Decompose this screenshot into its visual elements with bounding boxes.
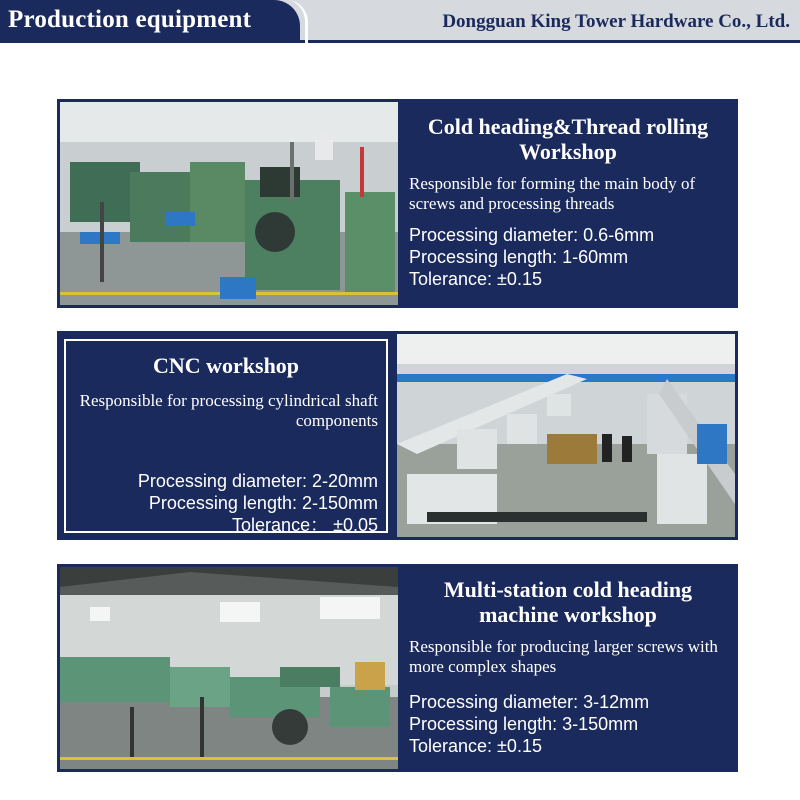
workshop-photo-cold-heading	[60, 102, 398, 305]
cnc-floor-image	[397, 334, 735, 537]
spec-diameter: Processing diameter: 3-12mm	[409, 692, 650, 712]
factory-floor-image	[60, 102, 398, 305]
workshop-info-cnc	[64, 339, 388, 533]
spec-tolerance: Tolerance: ±0.15	[409, 736, 542, 756]
spec-tolerance: Tolerance： ±0.05	[232, 515, 378, 535]
workshop-card-cnc	[57, 331, 738, 540]
spec-diameter: Processing diameter: 0.6-6mm	[409, 225, 655, 245]
workshop-title-line-1: Multi-station cold heading	[443, 577, 693, 602]
workshop-title-line-2: Workshop	[519, 139, 617, 164]
workshop-title	[401, 114, 735, 164]
page-header	[0, 0, 800, 44]
workshop-description: Responsible for processing cylindrical shaft components	[79, 391, 378, 430]
spec-diameter: Processing diameter: 2-20mm	[137, 471, 378, 491]
workshop-photo-multi-station	[60, 567, 398, 769]
workshop-photo-cnc	[397, 334, 735, 537]
workshop-card-cold-heading	[57, 99, 738, 308]
company-name: Dongguan King Tower Hardware Co., Ltd.	[442, 11, 790, 32]
spec-length: Processing length: 3-150mm	[409, 714, 639, 734]
workshop-info-multi-station	[401, 567, 735, 769]
spec-length: Processing length: 1-60mm	[409, 247, 629, 267]
workshop-title	[66, 353, 386, 378]
workshop-card-multi-station	[57, 564, 738, 772]
workshop-description: Responsible for producing larger screws with more complex shapes	[409, 637, 718, 676]
spec-length: Processing length: 2-150mm	[148, 493, 378, 513]
spec-tolerance: Tolerance: ±0.15	[409, 269, 542, 289]
workshop-info-cold-heading	[401, 102, 735, 305]
page-title: Production equipment	[8, 6, 252, 33]
workshop-title-line-2: machine workshop	[479, 602, 657, 627]
workshop-description: Responsible for forming the main body of screws and processing threads	[409, 174, 696, 213]
workshop-title-line-1: Cold heading&Thread rolling	[427, 114, 709, 139]
workshop-specs	[409, 224, 654, 290]
workshop-title-line-1: CNC workshop	[152, 353, 300, 378]
workshop-title	[401, 577, 735, 627]
workshop-specs	[138, 470, 378, 536]
workshop-specs	[409, 691, 649, 757]
multi-station-floor-image	[60, 567, 398, 769]
